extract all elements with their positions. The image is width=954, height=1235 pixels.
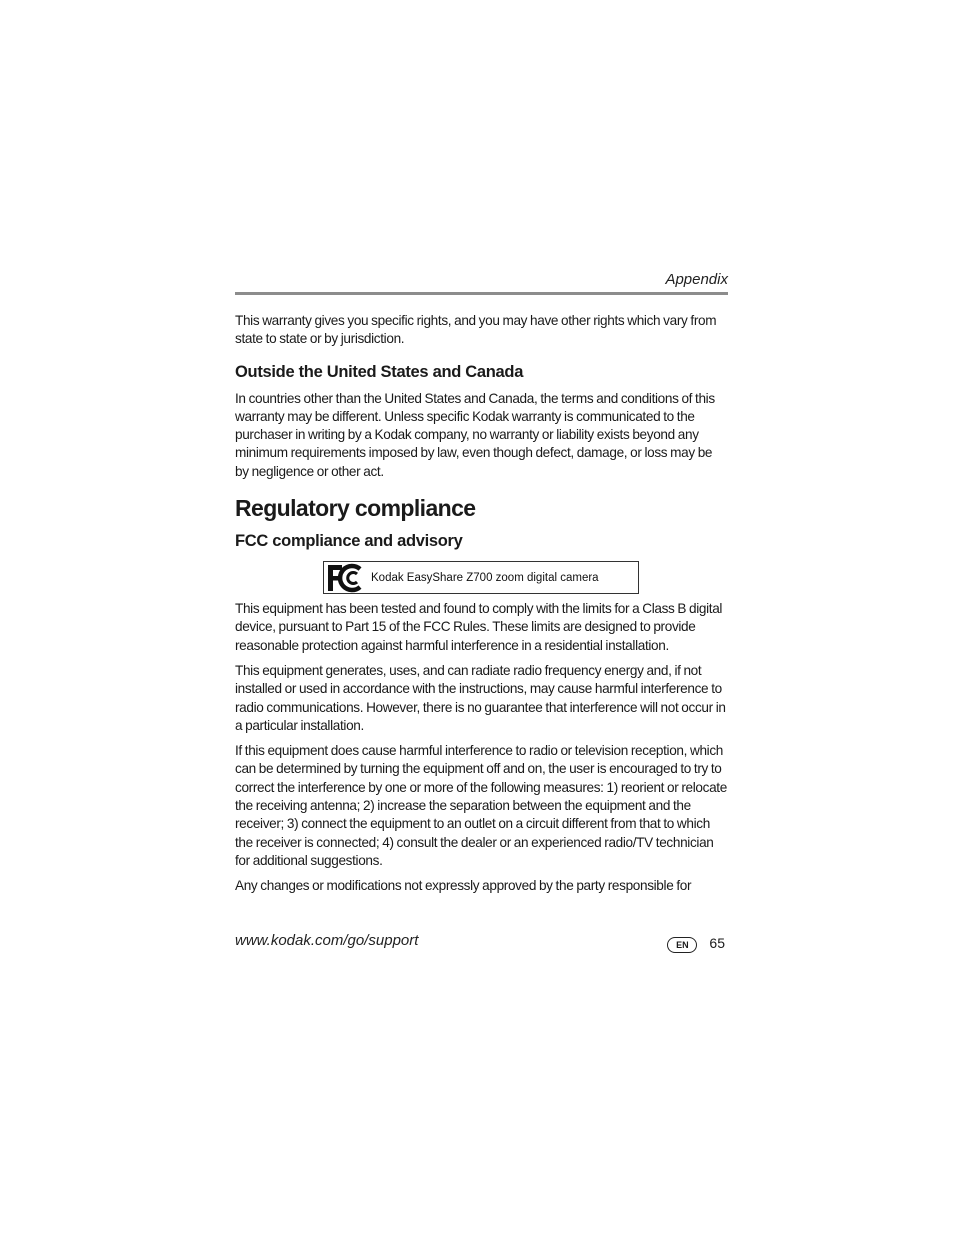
paragraph-warranty-rights: This warranty gives you specific rights, and you may have other rights which vary from state to state or by jurisdiction. [235, 313, 717, 347]
heading-fcc-compliance: FCC compliance and advisory [235, 532, 463, 551]
fcc-logo-icon [327, 562, 367, 593]
section-header: Appendix [665, 271, 728, 288]
page-content [235, 312, 728, 903]
fcc-label-box [323, 561, 639, 594]
page-number: 65 [709, 934, 725, 951]
header-divider [235, 292, 728, 295]
paragraph-outside-us-canada: In countries other than the United States and Canada, the terms and conditions of this warranty may be different. Unless specific Kodak warranty is communicated to the purchaser in writing by a Kodak company, no warranty or liability exists beyond any minimum requirements imposed by law, even though defect, damage, or loss may be by negligence or other act. [235, 390, 715, 479]
paragraph-fcc-1: This equipment has been tested and found to comply with the limits for a Class B digital device, pursuant to Part 15 of the FCC Rules. These limits are designed to provide reasonable protection against harmful interference in a residential installation. [235, 601, 723, 653]
manual-page [235, 0, 728, 1235]
paragraph-fcc-3: If this equipment does cause harmful interference to radio or television reception, which can be determined by turning the equipment off and on, the user is encouraged to try to correct the interference by one or more of the following measures: 1) reorient or relocate the receiving antenna; 2) increase the separation between the equipment and the receiver; 3) connect the equipment to an outlet on a circuit different from that to which the receiver is connected; 4) consult the dealer or an experienced radio/TV technician for additional suggestions. [235, 743, 727, 868]
heading-regulatory-compliance: Regulatory compliance [235, 495, 476, 522]
paragraph-fcc-4: Any changes or modifications not expressly approved by the party responsible for [235, 878, 692, 894]
footer-page-info [667, 932, 725, 953]
support-url-link[interactable]: www.kodak.com/go/support [235, 932, 419, 949]
fcc-label-caption: Kodak EasyShare Z700 zoom digital camera [371, 571, 599, 584]
heading-outside-us-canada: Outside the United States and Canada [235, 362, 524, 381]
paragraph-fcc-2: This equipment generates, uses, and can radiate radio frequency energy and, if not installed or used in accordance with the instructions, may cause harmful interference to radio communications. However, there is no guarantee that interference will not occur in a particular installation. [235, 662, 726, 733]
language-badge: EN [667, 937, 697, 953]
